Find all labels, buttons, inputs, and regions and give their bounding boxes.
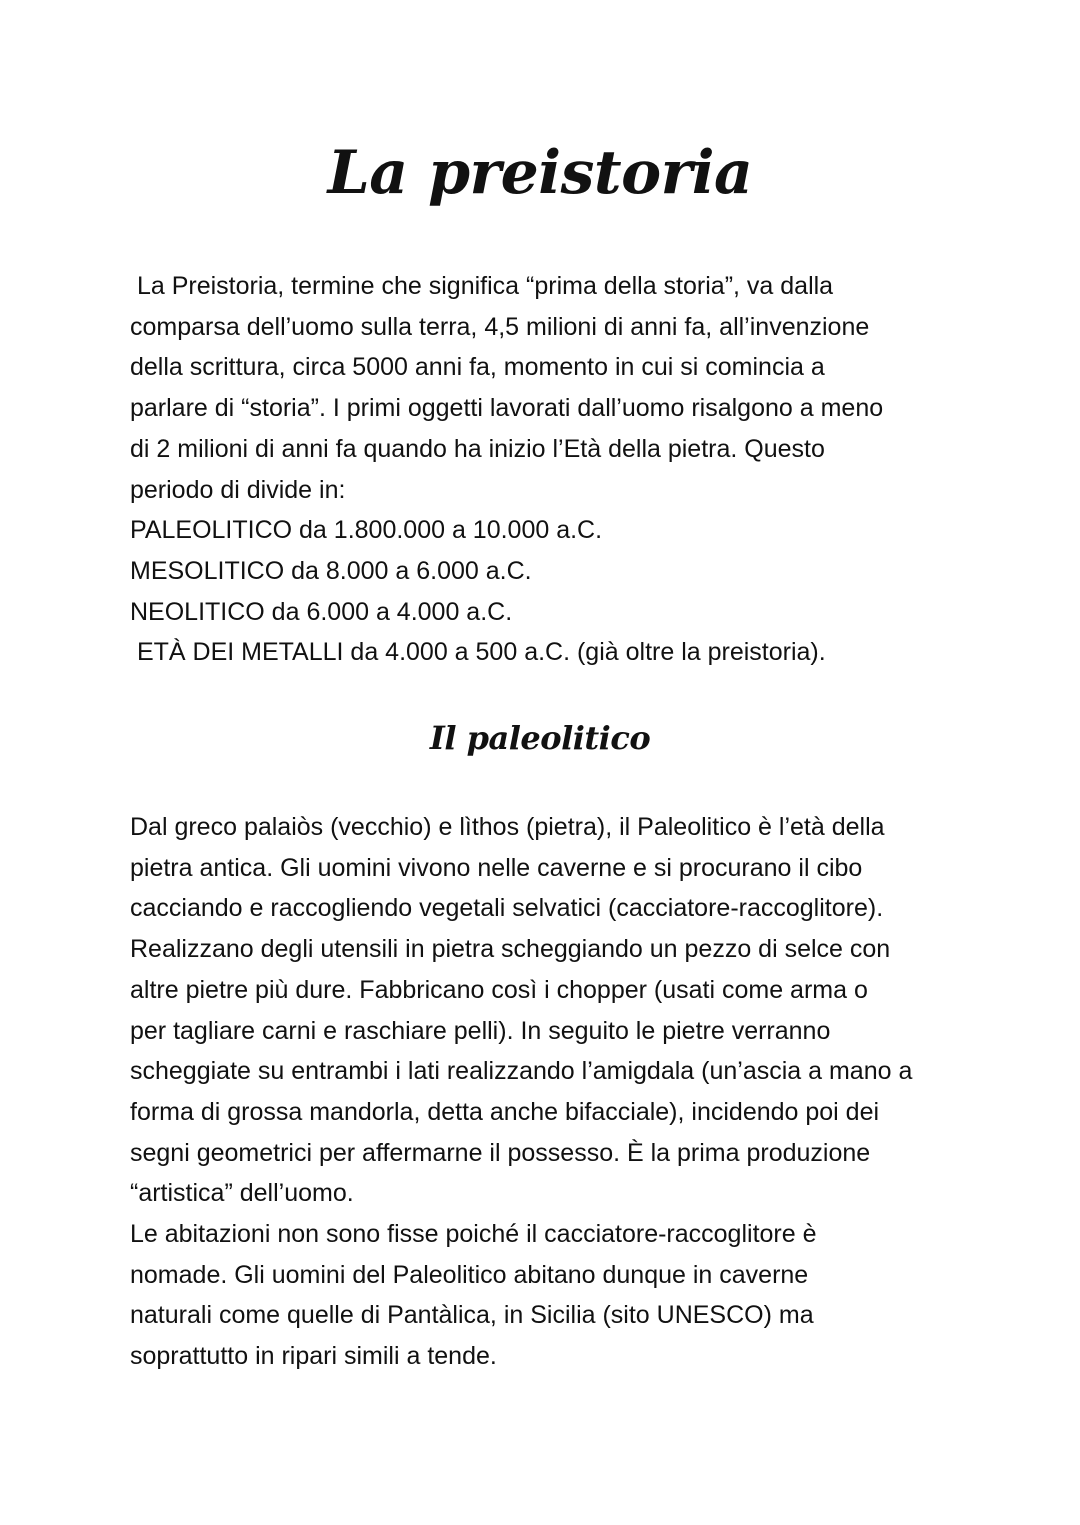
paleo-line: forma di grossa mandorla, detta anche bifacciale), incidendo poi dei bbox=[130, 1097, 880, 1126]
paleo-line: soprattutto in ripari simili a tende. bbox=[130, 1342, 497, 1371]
intro-line: periodo di divide in: bbox=[130, 475, 346, 504]
paleo-line: altre pietre più dure. Fabbricano così i chopper (usati come arma o bbox=[130, 975, 868, 1004]
period-eta-dei-metalli: ETÀ DEI METALLI da 4.000 a 500 a.C. (già oltre la preistoria). bbox=[130, 638, 826, 667]
period-paleolitico: PALEOLITICO da 1.800.000 a 10.000 a.C. bbox=[130, 516, 603, 545]
paleo-line: pietra antica. Gli uomini vivono nelle caverne e si procurano il cibo bbox=[130, 853, 863, 882]
period-mesolitico: MESOLITICO da 8.000 a 6.000 a.C. bbox=[130, 556, 532, 585]
paleo-line: nomade. Gli uomini del Paleolitico abitano dunque in caverne bbox=[130, 1260, 809, 1289]
intro-paragraph bbox=[130, 266, 960, 673]
paleo-line: per tagliare carni e raschiare pelli). In seguito le pietre verranno bbox=[130, 1016, 831, 1045]
paleo-line: “artistica” dell’uomo. bbox=[130, 1179, 354, 1208]
page-title: La preistoria bbox=[327, 138, 753, 208]
period-neolitico: NEOLITICO da 6.000 a 4.000 a.C. bbox=[130, 597, 513, 626]
paleo-line: scheggiate su entrambi i lati realizzando l’amigdala (un’ascia a mano a bbox=[130, 1057, 913, 1086]
paleolitico-paragraph bbox=[130, 807, 960, 1377]
section-title: Il paleolitico bbox=[429, 719, 651, 757]
intro-line: comparsa dell’uomo sulla terra, 4,5 milioni di anni fa, all’invenzione bbox=[130, 312, 870, 341]
intro-line: di 2 milioni di anni fa quando ha inizio l’Età della pietra. Questo bbox=[130, 434, 825, 463]
paleo-line: Dal greco palaiòs (vecchio) e lìthos (pietra), il Paleolitico è l’età della bbox=[130, 813, 885, 841]
paleo-line: cacciando e raccogliendo vegetali selvatici (cacciatore-raccoglitore). bbox=[130, 894, 884, 923]
paleo-line: naturali come quelle di Pantàlica, in Sicilia (sito UNESCO) ma bbox=[130, 1301, 814, 1330]
paleo-line: segni geometrici per affermarne il possesso. È la prima produzione bbox=[130, 1138, 871, 1167]
paleo-line: Realizzano degli utensili in pietra scheggiando un pezzo di selce con bbox=[130, 935, 891, 964]
intro-line: parlare di “storia”. I primi oggetti lavorati dall’uomo risalgono a meno bbox=[130, 394, 884, 423]
intro-line: La Preistoria, termine che significa “prima della storia”, va dalla bbox=[130, 272, 834, 300]
intro-line: della scrittura, circa 5000 anni fa, momento in cui si comincia a bbox=[130, 353, 825, 382]
paleo-line: Le abitazioni non sono fisse poiché il cacciatore-raccoglitore è bbox=[130, 1220, 817, 1249]
